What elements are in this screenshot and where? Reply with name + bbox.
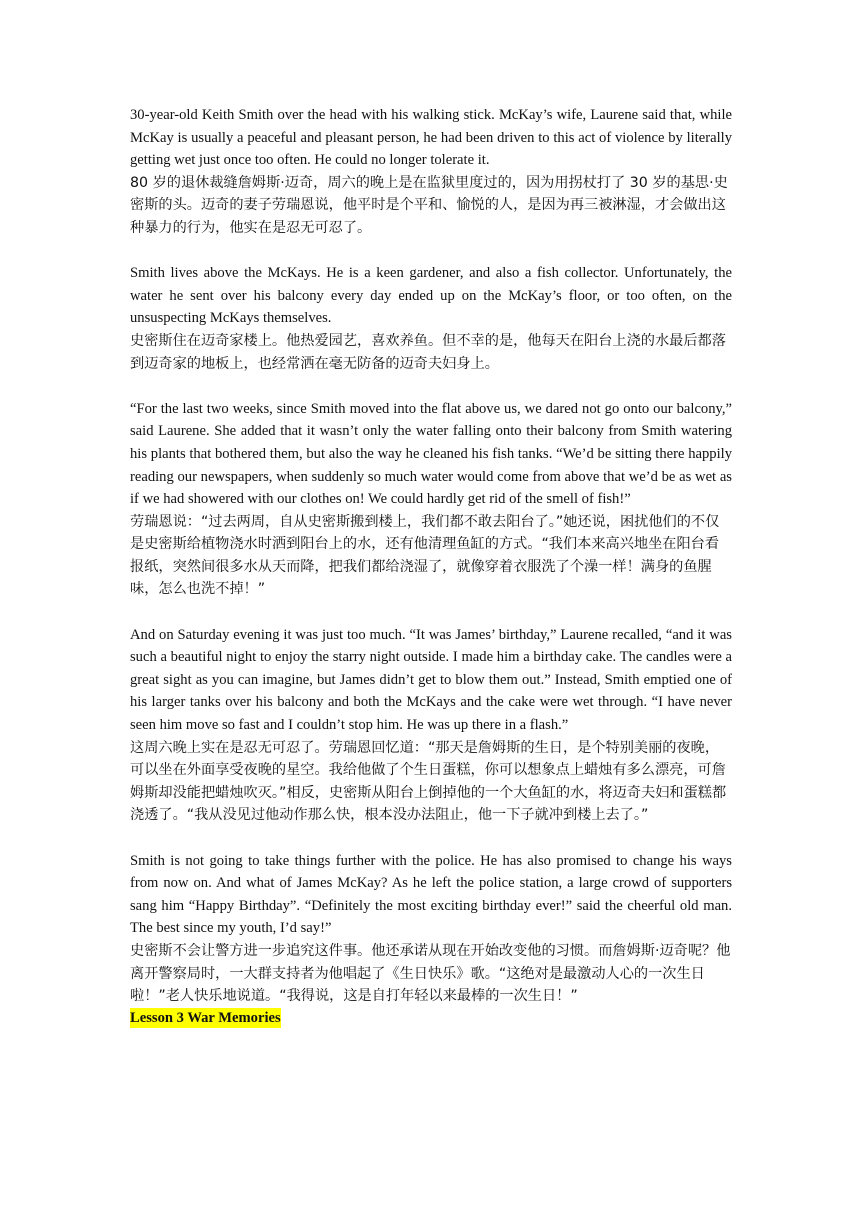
paragraph-block-2 <box>130 262 732 375</box>
chinese-paragraph: 这周六晚上实在是忍无可忍了。劳瑞恩回忆道：“那天是詹姆斯的生日，是个特别美丽的夜晚，可以坐在外面享受夜晚的星空。我给他做了个生日蛋糕，你可以想象点上蜡烛有多么漂亮，可詹姆斯却没能把蜡烛吹灭。”相反，史密斯从阳台上倒掉他的一个大鱼缸的水，将迈奇夫妇和蛋糕都浇透了。“我从没见过他动作那么快，根本没办法阻止，他一下子就冲到楼上去了。” <box>130 739 727 824</box>
paragraph-block-4 <box>130 624 732 827</box>
english-paragraph: 30-year-old Keith Smith over the head with his walking stick. McKay’s wife, Laurene said that, while McKay is usually a peaceful and pleasant person, he had been driven to this act of violence by literally getting wet just once too often. He could no longer tolerate it. <box>130 107 732 169</box>
english-paragraph: “For the last two weeks, since Smith moved into the flat above us, we dared not go onto our balcony,” said Laurene. She added that it wasn’t only the water falling onto their balcony from Smith watering his plants that bothered them, but also the way he cleaned his fish tanks. “We’d be sitting there happily reading our newspapers, when suddenly so much water would come from above that we’d be as wet as if we had showered with our clothes on! We could hardly get rid of the smell of fish!” <box>130 400 732 508</box>
chinese-paragraph: 史密斯住在迈奇家楼上。他热爱园艺，喜欢养鱼。但不幸的是，他每天在阳台上浇的水最后都落到迈奇家的地板上，也经常洒在毫无防备的迈奇夫妇身上。 <box>130 332 726 372</box>
paragraph-block-1 <box>130 104 732 240</box>
chinese-paragraph: 80 岁的退休裁缝詹姆斯·迈奇，周六的晚上是在监狱里度过的，因为用拐杖打了 30 岁的基思·史密斯的头。迈奇的妻子劳瑞恩说，他平时是个平和、愉悦的人，是因为再三被淋湿，才会做出这种暴力的行为，他实在是忍无可忍了。 <box>130 174 728 236</box>
english-paragraph: Smith is not going to take things further with the police. He has also promised to change his ways from now on. And what of James McKay? As he left the police station, a large crowd of supporters sang him “Happy Birthday”. “Definitely the most exciting birthday ever!” said the cheerful old man. The best since my youth, I’d say!” <box>130 852 732 937</box>
paragraph-block-3 <box>130 398 732 601</box>
lesson-heading: Lesson 3 War Memories <box>130 1009 281 1026</box>
chinese-paragraph: 史密斯不会让警方进一步追究这件事。他还承诺从现在开始改变他的习惯。而詹姆斯·迈奇呢？他离开警察局时，一大群支持者为他唱起了《生日快乐》歌。“这绝对是最激动人心的一次生日啦！”老人快乐地说道。“我得说，这是自打年轻以来最棒的一次生日！” <box>130 942 731 1005</box>
document-page <box>130 104 732 1028</box>
english-paragraph: And on Saturday evening it was just too much. “It was James’ birthday,” Laurene recalled, “and it was such a beautiful night to enjoy the starry night outside. I made him a birthday cake. The candles were a great sight as you can imagine, but James didn’t get to blow them out.” Instead, Smith emptied one of his larger tanks over his balcony and both the McKays and the cake were wet through. “I have never seen him move so fast and I couldn’t stop him. He was up there in a flash.” <box>130 626 732 734</box>
english-paragraph: Smith lives above the McKays. He is a keen gardener, and also a fish collector. Unfortunately, the water he sent over his balcony every day ended up on the McKay’s floor, or too often, on the unsuspecting McKays themselves. <box>130 265 732 327</box>
paragraph-block-5 <box>130 850 732 1008</box>
chinese-paragraph: 劳瑞恩说：“过去两周，自从史密斯搬到楼上，我们都不敢去阳台了。”她还说，困扰他们的不仅是史密斯给植物浇水时洒到阳台上的水，还有他清理鱼缸的方式。“我们本来高兴地坐在阳台看报纸，突然间很多水从天而降，把我们都给浇湿了，就像穿着衣服洗了个澡一样！满身的鱼腥味，怎么也洗不掉！” <box>130 513 720 598</box>
